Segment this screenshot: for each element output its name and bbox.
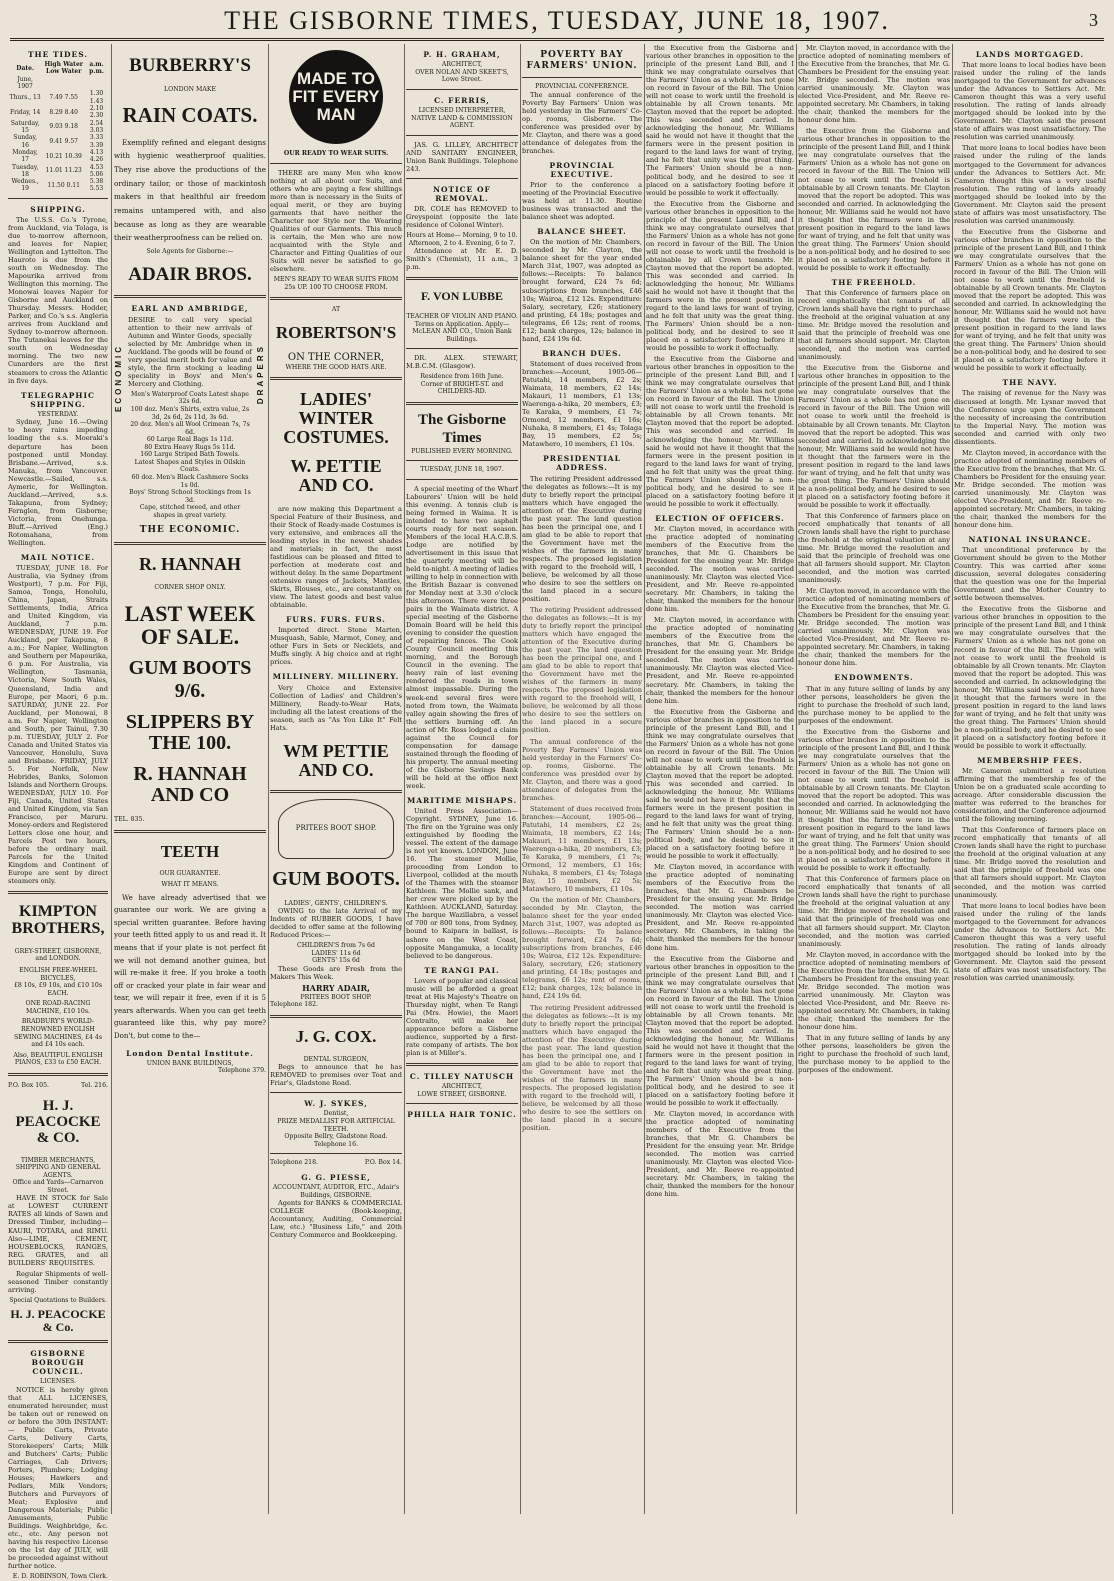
freehold-body: That this Conference of farmers place on record emphatically that tenants of all Crown lands shall have the right to purchase the freehold at the original valuation at any time. Mr. Bridge moved the resolution and said that the principle of freehold was one that all farmers should support. Mr. Clayton seconded, and the motion was carried unanimously. xyxy=(798,289,950,362)
council-body: NOTICE is hereby given that ALL LICENSES, enumerated hereunder, must be taken out or renewed on or before the 30th INSTANT:— Public Carts, Private Carts, Delivery Carts, Storekeepers' Carts; Milk and Butchers' Carts; Public Carriages, Cab Drivers; Porters, Plumbers; Lodging Houses; Hawkers and Pedlars, Milk Vendors; Butchers and Purveyors of Meat; Explosive and Dangerous Materials; Public Amusements, Public Buildings. Weighbridge, &c. etc., etc. Any person not having his respective License on the 1st day of JULY, will be proceeded against without further notice. xyxy=(8,1385,108,1571)
mail-heading: MAIL NOTICE. xyxy=(20,552,96,562)
lubbe-title: TEACHER OF VIOLIN AND PIANO. xyxy=(406,312,518,320)
hannah-price: 9/6. xyxy=(174,680,206,703)
paper-body: A special meeting of the Wharf Labourers' Union will be held this evening. A tennis club is being formed in Waima. It is intended to have two asphalt courts ready for next season. Members of the local H.A.C.B.S. Lodge are notified by advertisement in this issue that the quarterly meeting will be held to-night. A meeting of ladies willing to help in connection with the British Bazaar is convened for Monday next at 3.30 o'clock this afternoon. There were three pairs in the Waimata district. A special meeting of the Gisborne Domain Board will be held this evening to consider the question of repairing fences. The Cook County Council meeting this morning, and the Borough Council in the evening. The heavy rain of last evening rendered the roads in town almost impassable. During the week-end several fires were noted from town, the Waimata valley again showing the fires of the settlers burning off. An action of Mr. Ross lodged a claim against the Council for compensation for damage sustained through the flooding of his property. The annual meeting of the Gisborne Savings Bank will be held at the office next week. xyxy=(406,484,518,790)
insurance-body-cont: the Executive from the Gisborne and various other branches in opposition to the principle of the present Land Bill, and I think we may congratulate ourselves that the Farmers' Union as a whole has not gone on record in favour of the Bill. The Union will not cease to work until the freehold is obtainable by all Crown tenants. Mr. Clayton moved that the report be adopted. This was seconded and carried. In acknowledging the honour, Mr. Williams said he would not have it thought that the farmers were in the present position in regard to the land laws for want of trying, and he felt that unity was the great thing. The Farmers' Union should be a non-political body, and he desired to see it placed on a satisfactory footing before it would be possible to work it effectually. xyxy=(954,605,1106,750)
fees-body-cont-2: That more loans to local bodies have been raised under the ruling of the lands mortgaged to the Government for advances under the Advances to Settlers Act. Mr. Cameron thought this was a very useful resolution. The rating of lands already mortgaged should be looked into by the Government. Mr. Clayton said the present state of affairs was most unsatisfactory. The resolution was carried unanimously. xyxy=(954,901,1106,982)
gumboots-title: GUM BOOTS. xyxy=(272,867,400,890)
election-body-cont-2: Mr. Clayton moved, in accordance with the practice adopted of nominating members of the Executive from the branches, that Mr. G. Chambers be President for the ensuing year. Mr. Bridge seconded. The motion was carried unanimously. Mr. Clayton was elected Vice-President, and Mr. Reeve re-appointed secretary. Mr. Chambers, in taking the chair, thanked the members for the honour done him. xyxy=(646,863,794,952)
shipping-body: The U.S.S. Co.'s Tyrone, from Auckland, via Tolaga, is due to-morrow afternoon, and leaves for Napier, Wellington and Lyttelton. The Hauroto is due from the south on Wednesday. The Mapourika arrived from Wellington this morning. The Monowai leaves Napier for Gisborne and Auckland on Thursday. Messrs. Hodder, Parker, and Co.'s s.s. Angleria arrives from Auckland and Sydney to-morrow afternoon. The Tutanekai leaves for the south on Wednesday morning. The two new Cunarders are the first steamers to cross the Atlantic in five days. xyxy=(8,215,109,385)
earl-item: 100 doz. Men's Shirts, extra value, 2s 3d, 2s 6d, 2s 11d, 3s 6d. xyxy=(130,405,250,421)
graham-title: ARCHITECT, xyxy=(441,61,483,69)
land-body-cont-4: the Executive from the Gisborne and various other branches in opposition to the principle of the present Land Bill, and I think we may congratulate ourselves that the Farmers' Union as a whole has not gone on record in favour of the Bill. The Union will not cease to work until the freehold is obtainable by all Crown tenants. Mr. Clayton moved that the report be adopted. This was seconded and carried. In acknowledging the honour, Mr. Williams said he would not have it thought that the farmers were in the present position in regard to the land laws for want of trying, and he felt that unity was the great thing. The Farmers' Union should be a non-political body, and he desired to see it placed on a satisfactory footing before it would be possible to work it effectually. xyxy=(646,954,794,1108)
teeth-tel: Telephone 379. xyxy=(217,1067,266,1075)
earl-body: DESIRE to call very special attention to their new arrivals of Autumn and Winter Goods, specially selected by Mr. Ambridge when in Auckland. The goods will be found of very special merit both for value and style, the firm stocking a leading speciality in Boys' and Men's Mercery and Clothing. xyxy=(128,315,252,388)
robertson-corner: ON THE CORNER, xyxy=(287,351,385,363)
teeth-firm: London Dental Institute. xyxy=(126,1048,254,1058)
earl-vertical-label: DRAPERS xyxy=(256,344,266,405)
navy-heading: THE NAVY. xyxy=(1002,378,1058,388)
kimpton-line: £8 10s, £9 10s, and £10 10s EACH. xyxy=(13,982,103,997)
ladies-millinery: MILLINERY. MILLINERY. xyxy=(272,672,400,682)
piesse-name: G. G. PIESSE, xyxy=(301,1172,371,1182)
earl-item: 80 Extra Heavy Rugs 5s 11d. xyxy=(144,443,236,451)
column-8 xyxy=(954,44,1106,1514)
removal-heading: NOTICE OF REMOVAL. xyxy=(433,184,491,203)
paper-published: PUBLISHED EVERY MORNING. xyxy=(411,447,513,455)
telegraphic-sub: YESTERDAY. xyxy=(37,410,79,418)
freehold-body-cont: the Executive from the Gisborne and various other branches in opposition to the principle of the present Land Bill, and I think we may congratulate ourselves that the Farmers' Union as a whole has not gone on record in favour of the Bill. The Union will not cease to work until the freehold is obtainable by all Crown tenants. Mr. Clayton moved that the report be adopted. This was seconded and carried. In acknowledging the honour, Mr. Williams said he would not have it thought that the farmers were in the present position in regard to the land laws for want of trying, and he felt that unity was the great thing. The Farmers' Union should be a non-political body, and he desired to see it placed on a satisfactory footing before it would be possible to work it effectually. xyxy=(798,364,950,509)
shipping-heading: SHIPPING. xyxy=(30,204,86,214)
lubbe-apply: Terms on Application. Apply—McLEAN AND CO., Union Bank Buildings. xyxy=(412,320,512,343)
robertson-at: AT xyxy=(331,306,341,314)
table-row: Saturday, 15 9.03 9.18 2.54 3.03 xyxy=(10,119,104,134)
hannah-slippers: SLIPPERS BY THE 100. xyxy=(125,711,255,755)
column-rule xyxy=(268,44,269,1514)
union-exec-body: Prior to the conference a meeting of the Provincial Executive was held at 11.30. Routine business was transacted and the balance sheet was adopted. xyxy=(522,181,642,222)
ladies-furs: FURS. FURS. FURS. xyxy=(286,615,386,625)
union-pres-body: The retiring President addressed the delegates as follows:—It is my duty to briefly report the principal matters which have engaged the attention of the Executive during the past year. The land question has been the principal one, and I am glad to be able to report that the Government have met the wishes of the farmers in many respects. The proposed legislation with regard to the freehold will, I believe, be welcomed by all those who desire to see the settlers on the land placed in a secure position. xyxy=(522,474,642,603)
hannah-sub: CORNER SHOP ONLY. xyxy=(154,584,226,592)
freehold-body-cont-2: That this Conference of farmers place on record emphatically that tenants of all Crown lands shall have the right to purchase the freehold at the original valuation at any time. Mr. Bridge moved the resolution and said that the principle of freehold was one that all farmers should support. Mr. Clayton seconded, and the motion was carried unanimously. xyxy=(798,511,950,585)
ladies-firm: W. PETTIE AND CO. xyxy=(290,455,382,495)
ladies-title: LADIES' WINTER COSTUMES. xyxy=(283,389,389,448)
land-body-cont: the Executive from the Gisborne and various other branches in opposition to the principle of the present Land Bill, and I think we may congratulate ourselves that the Farmers' Union as a whole has not gone on record in favour of the Bill. The Union will not cease to work until the freehold is obtainable by all Crown tenants. Mr. Clayton moved that the report be adopted. This was seconded and carried. In acknowledging the honour, Mr. Williams said he would not have it thought that the farmers were in the present position in regard to the land laws for want of trying, and he felt that unity was the great thing. The Farmers' Union should be a non-political body, and he desired to see it placed on a satisfactory footing before it would be possible to work it effectually. xyxy=(646,199,794,353)
endowments-body-cont-3: Mr. Clayton moved, in accordance with the practice adopted of nominating members of the Executive from the branches, that Mr. G. Chambers be President for the ensuing year. Mr. Bridge seconded. The motion was carried unanimously. Mr. Clayton was elected Vice-President, and Mr. Reeve re-appointed secretary. Mr. Chambers, in taking the chair, thanked the members for the honour done him. xyxy=(798,950,950,1031)
gumboots-body: OWING to the late Arrival of my Indents of RUBBER GOODS, I have decided to offer same at the following Reduced Prices:— xyxy=(270,907,402,940)
union-branch-body: Statement of dues received from branches:—Account, 1905-06—Patutahi, 14 members, £2 2s; Waimata, 18 members, £2 14s; Makauri, 11 members, £1 13s; Waerenga-a-hika, 20 members, £3; Te Karaka, 9 members, £1 7s; Ormond, 12 members, £1 16s; Nuhaka, 8 members, £1 4s; Tolaga Bay, 15 members, £2 5s; Matawhero, 10 members, £1 10s. xyxy=(522,359,642,449)
cox-title: DENTAL SURGEON, xyxy=(303,1055,369,1063)
sykes-title: Dentist, xyxy=(323,1110,349,1118)
kimpton-name: KIMPTON BROTHERS, xyxy=(11,903,105,938)
newspaper-title: THE GISBORNE TIMES, TUESDAY, JUNE 18, 1907. xyxy=(224,6,890,35)
gumboots-note: These Goods are Fresh from the Makers This Week. xyxy=(270,964,402,981)
endowments-heading: ENDOWMENTS. xyxy=(834,673,914,683)
burberry-firm: ADAIR BROS. xyxy=(128,264,252,286)
tonic-title: PHILLA HAIR TONIC. xyxy=(407,1110,517,1120)
page-number: 3 xyxy=(1089,10,1098,30)
election-heading: ELECTION OF OFFICERS. xyxy=(655,513,785,523)
ladies-body: are now making this Department a Special Feature of their Business, and their Stock of Ready-made Costumes is very extensive, and embraces all the leading styles in the newest shades and materials; in fact, the most fastidious can be pleased and fitted to perfection at moderate cost and without delay. In the same Department extensive ranges of Jackets, Mantles, Skirts, Blouses, etc., are constantly on view. The latest goods and best value obtainable. xyxy=(270,504,402,610)
gumboots-price: LADIES' 11s 6d xyxy=(311,949,361,957)
hannah-name-2: R. HANNAH AND CO xyxy=(133,763,247,807)
ladies-furs-body: Imported direct. Stone Marten, Musquash, Sable, Marmot, Coney, and other Furs in Sets or Necklets, and Muffs singly. A big choice and at right prices. xyxy=(270,626,402,667)
union-pres-body-cont: The retiring President addressed the delegates as follows:—It is my duty to briefly report the principal matters which have engaged the attention of the Executive during the past year. The land question has been the principal one, and I am glad to be able to report that the Government have met the wishes of the farmers in many respects. The proposed legislation with regard to the freehold will, I believe, be welcomed by all those who desire to see the settlers on the land placed in a secure position. xyxy=(522,606,642,735)
maritime-body: United Press Association—Copyright. SYDNEY, June 16. The fire on the Ygraine was only extinguished by flooding the vessel. The extent of the damage is not yet known. LONDON, June 16. The steamer Mollie, proceeding from London to Liverpool, collided at the mouth of the Thames with the steamer Kathleen. The Mollie sank, and her crew were picked up by the Kathleen. AUCKLAND, Saturday. The barque Wazillabra, a vessel of 700 or 800 tons, from Sydney, bound to Kaipara in ballast, is ashore on the West Coast, opposite Mangamuka, a locality believed to be dangerous. xyxy=(406,807,518,960)
election-body-cont-3: Mr. Clayton moved, in accordance with the practice adopted of nominating members of the Executive from the branches, that Mr. G. Chambers be President for the ensuing year. Mr. Bridge seconded. The motion was carried unanimously. Mr. Clayton was elected Vice-President, and Mr. Reeve re-appointed secretary. Mr. Chambers, in taking the chair, thanked the members for the honour done him. xyxy=(646,1110,794,1199)
council-heading: GISBORNE BOROUGH COUNCIL. xyxy=(30,1348,86,1376)
column-6 xyxy=(646,44,794,1514)
peacocke-line: Regular Shipments of well-seasoned Timber constantly arriving. xyxy=(8,1269,108,1294)
natusch-title: ARCHITECT, xyxy=(441,1083,483,1091)
column-rule xyxy=(111,44,112,1514)
rangi-heading: TE RANGI PAI. xyxy=(424,965,500,975)
hannah-tel: TEL. 835. xyxy=(114,816,145,824)
kimpton-line: BRADBURY'S WORLD-RENOWNED ENGLISH SEWING MACHINES, £4 4s and £4 10s each. xyxy=(13,1018,103,1049)
column-rule xyxy=(952,44,953,1514)
teeth-what: WHAT IT MEANS. xyxy=(161,880,219,888)
endowments-body-cont-2: That this Conference of farmers place on record emphatically that tenants of all Crown lands shall have the right to purchase the freehold at the original valuation at any time. Mr. Bridge moved the resolution and said that the principle of freehold was one that all farmers should support. Mr. Clayton seconded, and the motion was carried unanimously. xyxy=(798,875,950,948)
earl-item: 60 Large Real Bags 1s 11d. xyxy=(146,436,234,444)
ladies-firm-2: WM PETTIE AND CO. xyxy=(283,740,389,780)
made-footer: MEN'S READY TO WEAR SUITS FROM 25s UP. 100 TO CHOOSE FROM. xyxy=(273,275,399,291)
mortgage-body-cont-2: the Executive from the Gisborne and various other branches in opposition to the principle of the present Land Bill, and I think we may congratulate ourselves that the Farmers' Union as a whole has not gone on record in favour of the Bill. The Union will not cease to work until the freehold is obtainable by all Crown tenants. Mr. Clayton moved that the report be adopted. This was seconded and carried. In acknowledging the honour, Mr. Williams said he would not have it thought that the farmers were in the present position in regard to the land laws for want of trying, and he felt that unity was the great thing. The Farmers' Union should be a non-political body, and he desired to see it placed on a satisfactory footing before it would be possible to work it effectually. xyxy=(954,227,1106,373)
kimpton-line: ENGLISH FREE-WHEEL BICYCLES, xyxy=(19,967,97,982)
paper-name: The Gisborne Times xyxy=(418,411,506,447)
telegraphic-body: Sydney, June 16.—Owing to heavy rains impeding loading the s.s. Moeraki's departure has been postponed until Monday. Brisbane.—Arrived, s.s. Manuka, from Vancouver. Newcastle.—Sailed, s.s. Aymeric, for Wellington. Auckland.—Arrived, s.s. Takapuna, from Sydney; Fernglen, from Gisborne; Victoria, from Onehunga. Bluff.—Arrived (Eng.) Rotomahana, from Wellington. xyxy=(8,418,108,547)
stewart-name: DR. ALEX. STEWART, M.B.C.M. (Glasgow). xyxy=(406,354,518,371)
peacocke-footer: H. J. PEACOCKE & Co. xyxy=(10,1307,106,1334)
column-rule xyxy=(644,44,645,1514)
election-body: Mr. Clayton moved, in accordance with the practice adopted of nominating members of the Executive from the branches, that Mr. G. Chambers be President for the ensuing year. Mr. Bridge seconded. The motion was carried unanimously. Mr. Clayton was elected Vice-President, and Mr. Reeve re-appointed secretary. Mr. Chambers, in taking the chair, thanked the members for the honour done him. xyxy=(646,524,794,614)
piesse-title: ACCOUNTANT, AUDITOR, ETC., Adair's Buildings, GISBORNE. xyxy=(272,1183,400,1199)
tides-col: High Water Low Water xyxy=(44,61,83,76)
union-branch-heading: BRANCH DUES. xyxy=(542,348,622,358)
stewart-addr: Corner of BRIGHT-ST. and CHILDERS-RD. xyxy=(420,380,504,396)
made-body: THERE are many Men who know nothing at all about our Suits, and others who are paying a few shillings more than is necessary in the Suits of equal merit, or they are buying garments that have neither the Character nor Style nor the Wearing Qualities of our Garments. This much is certain, the Men who are now acquainted with the Style and Character and Fitting Qualities of our Suits will never be satisfied to go elsewhere. xyxy=(270,168,402,273)
earl-item: 20 doz. Men's all Wool Crimean 7s, 7s 6d. xyxy=(130,421,250,436)
union-intro: The annual conference of the Poverty Bay Farmers' Union was held yesterday in the Farmers' Co-op. rooms, Gisborne. The conference was presided over by Mr. Clayton, and there was a good attendance of delegates from the branches. xyxy=(522,90,642,155)
union-balance-cont: On the motion of Mr. Chambers, seconded by Mr. Clayton, the balance sheet for the year ended March 31st, 1907, was adopted as follows:—Receipts: To balance brought forward, £24 7s 6d; subscriptions from branches, £46 10s; Wairoa, £12 12s. Expenditure: Salary, secretary, £26; stationery and printing, £4 18s; postages and telegrams, £6 12s; rent of rooms, £12; bank charges, 12s; balance in hand, £24 19s 6d. xyxy=(522,896,642,1001)
table-row: Sunday, 16 9.41 9.57 3.33 3.39 xyxy=(13,134,104,149)
column-rule xyxy=(404,44,405,1514)
insurance-body: That unconditional preference by the Government should be given to the Mother Country. This was carried after some discussion, several delegates considering that the question was one for the Imperial Government and the Mother Country to settle between themselves. xyxy=(954,546,1106,603)
tides-col: a.m. p.m. xyxy=(89,61,104,76)
union-balance-body: On the motion of Mr. Chambers, seconded by Mr. Clayton, the balance sheet for the year ended March 31st, 1907, was adopted as follows:—Receipts: To balance brought forward, £24 7s 6d; subscriptions from branches, £46 10s; Wairoa, £12 12s. Expenditure: Salary, secretary, £26; stationery and printing, £4 18s; postages and telegrams, £6 12s; rent of rooms, £12; bank charges, 12s; balance in hand, £24 19s 6d. xyxy=(522,238,642,343)
teeth-addr: UNION BANK BUILDINGS, xyxy=(146,1059,234,1067)
boot-caption: PRITEES BOOT SHOP. xyxy=(295,824,377,833)
election-body-cont: Mr. Clayton moved, in accordance with the practice adopted of nominating members of the Executive from the branches, that Mr. G. Chambers be President for the ensuing year. Mr. Bridge seconded. The motion was carried unanimously. Mr. Clayton was elected Vice-President, and Mr. Reeve re-appointed secretary. Mr. Chambers, in taking the chair, thanked the members for the honour done him. xyxy=(646,616,794,705)
endowments-body: That in any future selling of lands by any other persons, leaseholders be given the right to purchase the freehold of such land, the purchase money to be applied to the purposes of the endowment. xyxy=(798,684,950,725)
removal-hours: Hours at Home— Morning, 9 to 10. Afternoon, 2 to 4. Evening, 6 to 7. xyxy=(406,232,518,247)
tides-heading: THE TIDES. xyxy=(27,50,89,59)
peacocke-trade: TIMBER MERCHANTS, SHIPPING AND GENERAL AGENTS. xyxy=(15,1156,101,1179)
gum-boots-illustration xyxy=(278,799,394,859)
peacocke-box: P.O. Box 105. xyxy=(8,1081,50,1089)
peacocke-office: Office and Yards—Carnarvon Street. xyxy=(12,1179,104,1194)
cox-name: J. G. COX. xyxy=(295,1026,377,1046)
freehold-body-cont-3: Mr. Clayton moved, in accordance with the practice adopted of nominating members of the Executive from the branches, that Mr. G. Chambers be President for the ensuing year. Mr. Bridge seconded. The motion was carried unanimously. Mr. Clayton was elected Vice-President, and Mr. Reeve re-appointed secretary. Mr. Chambers, in taking the chair, thanked the members for the honour done him. xyxy=(798,587,950,668)
peacocke-name: H. J. PEACOCKE & CO. xyxy=(15,1098,101,1146)
sykes-prize: PRIZE MEDALLIST FOR ARTIFICIAL TEETH. xyxy=(277,1118,395,1133)
council-sub: LICENSES. xyxy=(40,1377,76,1385)
gumboots-tel: Telephone 182. xyxy=(270,1001,319,1009)
ladies-millinery-body: Very Choice and Extensive Collection of Ladies' and Children's Millinery, Ready-to-Wear Hats, including all the latest creations of the season, such as "As You Like It" Felt Hats. xyxy=(270,683,402,732)
burberry-agents: Sole Agents for Gisborne:— xyxy=(146,247,234,255)
sykes-addr: Opposite Bellry, Gladstone Road. Telephone 16. xyxy=(284,1133,388,1148)
endowments-body-cont-4: That in any future selling of lands by any other persons, leaseholders be given the right to purchase the freehold of such land, the purchase money to be applied to the purposes of the endowment. xyxy=(798,1033,950,1075)
telegraphic-heading: TELEGRAPHIC SHIPPING. xyxy=(21,390,95,409)
union-balance-heading: BALANCE SHEET. xyxy=(537,227,627,237)
paper-date: TUESDAY, JUNE 18, 1907. xyxy=(420,466,504,474)
column-7 xyxy=(798,44,950,1514)
cox-body: Begs to announce that he has REMOVED to premises over Toat and Friar's, Gladstone Road. xyxy=(270,1063,402,1088)
peacocke-line: HAVE IN STOCK for Sale at LOWEST CURRENT RATES all kinds of Sawn and Dressed Timber, including—KAURI, TOTARA, and RIMU. Also—LIME, CEMENT, HOUSEBLOCKS, RANGES, REG. GRATES, and all BUILDERS' REQUISITES. xyxy=(8,1194,108,1267)
fees-heading: MEMBERSHIP FEES. xyxy=(977,755,1083,765)
navy-body-cont: Mr. Clayton moved, in accordance with the practice adopted of nominating members of the Executive from the branches, that Mr. G. Chambers be President for the ensuing year. Mr. Bridge seconded. The motion was carried unanimously. Mr. Clayton was elected Vice-President, and Mr. Reeve re-appointed secretary. Mr. Chambers, in taking the chair, thanked the members for the honour done him. xyxy=(954,448,1106,529)
table-row: Tuesday, 18 11.01 11.23 4.53 5.06 xyxy=(11,163,104,178)
column-5 xyxy=(522,44,642,1514)
council-signed: E. D. ROBINSON, Town Clerk. xyxy=(12,1573,108,1581)
kimpton-line: Also, BEAUTIFUL ENGLISH PIANOS, £33 to £50 EACH. xyxy=(13,1051,103,1067)
earl-item: Latest Shapes and Styles in Oilskin Coats. xyxy=(134,458,246,474)
sykes-name: W. J. SYKES, xyxy=(304,1099,368,1109)
tides-table xyxy=(8,61,108,193)
column-2 xyxy=(114,44,266,1514)
freehold-lead-2: the Executive from the Gisborne and various other branches in opposition to the principle of the present Land Bill, and I think we may congratulate ourselves that the Farmers' Union as a whole has not gone on record in favour of the Bill. The Union will not cease to work until the freehold is obtainable by all Crown tenants. Mr. Clayton moved that the report be adopted. This was seconded and carried. In acknowledging the honour, Mr. Williams said he would not have it thought that the farmers were in the present position in regard to the land laws for want of trying, and he felt that unity was the great thing. The Farmers' Union should be a non-political body, and he desired to see it placed on a satisfactory footing before it would be possible to work it effectually. xyxy=(798,127,950,272)
mortgage-heading: LANDS MORTGAGED. xyxy=(975,50,1085,59)
union-conf: PROVINCIAL CONFERENCE. xyxy=(535,82,629,90)
kimpton-line: ONE ROAD-RACING MACHINE, £10 10s. xyxy=(25,1000,91,1015)
burberry-coats: RAIN COATS. xyxy=(122,102,258,127)
stewart-res: Residence from 16th June. xyxy=(420,373,504,381)
lilley: JAS. G. LILLEY, ARCHITECT AND SANITARY ENGINEER, Union Bank Buildings. Telephone 243. xyxy=(406,140,518,173)
land-body: the Executive from the Gisborne and various other branches in opposition to the principle of the present Land Bill, and I think we may congratulate ourselves that the Farmers' Union as a whole has not gone on record in favour of the Bill. The Union will not cease to work until the freehold is obtainable by all Crown tenants. Mr. Clayton moved that the report be adopted. This was seconded and carried. In acknowledging the honour, Mr. Williams said he would not have it thought that the farmers were in the present position in regard to the land laws for want of trying, and he felt that unity was the great thing. The Farmers' Union should be a non-political body, and he desired to see it placed on a satisfactory footing before it would be possible to work it effectually. xyxy=(646,44,794,197)
burberry-body: Exemplify refined and elegant designs with hygienic weatherproof qualities. They rise above the productions of the ordinary tailor, or those of mackintosh makers in that healthful air freedom remains untampered with, and also because as long as they are wearable their weatherproofness can be relied on. xyxy=(114,137,266,243)
gumboots-price: CHILDREN'S from 7s 6d xyxy=(297,942,375,950)
teeth-title: TEETH xyxy=(160,841,220,861)
hannah-name: R. HANNAH xyxy=(139,554,241,575)
gumboots-owner: HARRY ADAIR, xyxy=(302,982,370,993)
union-intro-cont: The annual conference of the Poverty Bay Farmers' Union was held yesterday in the Farmers' Co-op. rooms, Gisborne. The conference was presided over by Mr. Clayton, and there was a good attendance of delegates from the branches. xyxy=(522,737,642,802)
piesse-agent: Agents for BANKS & COMMERCIAL COLLEGE (Book-keeping, Accountancy, Auditing, Commercial Law, etc.) "Business Life," and 20th Century Commerce and Bookkeeping. xyxy=(270,1199,402,1240)
gumboots-types: LADIES', GENTS', CHILDREN'S. xyxy=(284,899,388,907)
earl-item: Men's Waterproof Coats Latest shape 32s 6d. xyxy=(131,390,249,406)
earl-footer: THE ECONOMIC. xyxy=(139,525,241,536)
ferris-name: C. FERRIS, xyxy=(434,95,490,105)
teeth-guarantee: OUR GUARANTEE. xyxy=(159,870,221,878)
graham-address: OVER NOLAN AND SKEET'S, Lowe Street. xyxy=(415,68,509,84)
removal-body: DR. COLE has REMOVED to Greyspoint (opposite the late residence of Colonel Winter). xyxy=(406,205,518,230)
tides-col: Date. xyxy=(16,64,35,72)
robertson-name: ROBERTSON'S xyxy=(275,322,397,342)
union-exec-heading: PROVINCIAL EXECUTIVE. xyxy=(549,160,615,179)
fees-body-cont: That this Conference of farmers place on record emphatically that tenants of all Crown lands shall have the right to purchase the freehold at the original valuation at any time. Mr. Bridge moved the resolution and said that the principle of freehold was one that all farmers should support. Mr. Clayton seconded, and the motion was carried unanimously. xyxy=(954,826,1106,899)
column-rule xyxy=(520,44,521,1514)
earl-item: 160 Large Striped Bath Towels. xyxy=(140,451,240,459)
table-row: Friday, 14 8.29 8.40 2.10 2.30 xyxy=(9,105,104,120)
ferris-title: LICENSED INTERPRETER, NATIVE LAND & COMMISSION AGENT. xyxy=(411,106,513,130)
robertson-hats: WHERE THE GOOD HATS ARE. xyxy=(285,363,387,371)
table-row: Monday, 17 10.21 10.39 4.13 4.26 xyxy=(12,148,104,164)
natusch-name: C. TILLEY NATUSCH xyxy=(409,1072,515,1082)
union-title: POVERTY BAY FARMERS' UNION. xyxy=(526,50,638,71)
hannah-boots: GUM BOOTS xyxy=(128,657,252,680)
union-pres-heading: PRESIDENTIAL ADDRESS. xyxy=(543,454,621,473)
mortgage-body-cont: That more loans to local bodies have been raised under the ruling of the lands mortgaged to the Government for advances under the Advances to Settlers Act. Mr. Cameron thought this was a very useful resolution. The rating of lands already mortgaged should be looked into by the Government. Mr. Clayton said the present state of affairs was most unsatisfactory. The resolution was carried unanimously. xyxy=(954,144,1106,225)
gumboots-shop: PRITEES BOOT SHOP. xyxy=(300,993,372,1001)
column-1 xyxy=(8,44,109,1581)
rangi-body: Lovers of popular and classical music will be afforded a great treat at His Majesty's Theatre on Thursday night, when Te Rangi Pai (Mrs. Howie), the Maori Contralto, will make her appearance before a Gisborne audience, supported by a first-rate company of artists. The box plan is at Miller's. xyxy=(406,976,518,1058)
union-branch-cont: Statement of dues received from branches:—Account, 1905-06—Patutahi, 14 members, £2 2s; Waimata, 18 members, £2 14s; Makauri, 11 members, £1 13s; Waerenga-a-hika, 20 members, £3; Te Karaka, 9 members, £1 7s; Ormond, 12 members, £1 16s; Nuhaka, 8 members, £1 4s; Tolaga Bay, 15 members, £2 5s; Matawhero, 10 members, £1 10s. xyxy=(522,804,642,894)
maritime-heading: MARITIME MISHAPS. xyxy=(406,795,518,805)
piesse-tel: Telephone 218. xyxy=(270,1159,319,1167)
masthead xyxy=(10,4,1104,41)
text-filler xyxy=(522,606,642,1132)
mortgage-body: That more loans to local bodies have been raised under the ruling of the lands mortgaged to the Government for advances under the Advances to Settlers Act. Mr. Cameron thought this was a very useful resolution. The rating of lands already mortgaged should be looked into by the Government. Mr. Clayton said the present state of affairs was most unsatisfactory. The resolution was carried unanimously. xyxy=(954,61,1106,142)
freehold-lead: Mr. Clayton moved, in accordance with the practice adopted of nominating members of the Executive from the branches, that Mr. G. Chambers be President for the ensuing year. Mr. Bridge seconded. The motion was carried unanimously. Mr. Clayton was elected Vice-President, and Mr. Reeve re-appointed secretary. Mr. Chambers, in taking the chair, thanked the members for the honour done him. xyxy=(798,44,950,125)
teeth-body: We have already advertised that we guarantee our work. We are giving a special written guarantee. Before having your teeth fitted apply to us and read it. It means that if your plate is not perfect fit we will not demand another guinea, but will re-make it free. If you broke a tooth off or cracked your plate in fair wear and tear, we will repair it free, even if it is 5 years afterwards. When you can get teeth guaranteed like this, why pay more? Don't, but come to the— xyxy=(114,893,266,1041)
land-body-cont-2: the Executive from the Gisborne and various other branches in opposition to the principle of the present Land Bill, and I think we may congratulate ourselves that the Farmers' Union as a whole has not gone on record in favour of the Bill. The Union will not cease to work until the freehold is obtainable by all Crown tenants. Mr. Clayton moved that the report be adopted. This was seconded and carried. In acknowledging the honour, Mr. Williams said he would not have it thought that the farmers were in the present position in regard to the land laws for want of trying, and he felt that unity was the great thing. The Farmers' Union should be a non-political body, and he desired to see it placed on a satisfactory footing before it would be possible to work it effectually. xyxy=(646,355,794,508)
made-to-fit-badge: MADE TO FIT EVERY MAN xyxy=(289,50,383,144)
column-4 xyxy=(406,44,518,1514)
gumboots-price: GENTS' 15s 6d xyxy=(312,957,360,965)
peacocke-tel: Tel. 216. xyxy=(81,1081,108,1089)
table-row: Wednes., 19 11.50 0.11 5.38 5.53 xyxy=(11,178,104,193)
land-body-cont-3: the Executive from the Gisborne and various other branches in opposition to the principle of the present Land Bill, and I think we may congratulate ourselves that the Farmers' Union as a whole has not gone on record in favour of the Bill. The Union will not cease to work until the freehold is obtainable by all Crown tenants. Mr. Clayton moved that the report be adopted. This was seconded and carried. In acknowledging the honour, Mr. Williams said he would not have it thought that the farmers were in the present position in regard to the land laws for want of trying, and he felt that unity was the great thing. The Farmers' Union should be a non-political body, and he desired to see it placed on a satisfactory footing before it would be possible to work it effectually. xyxy=(646,707,794,861)
fees-body: Mr. Cameron submitted a resolution affirming that the membership fee of the Union be on a graduated scale according to acreage. After considerable discussion the matter was referred to the branches for consideration, and the Conference adjourned until the following morning. xyxy=(954,767,1106,824)
earl-item: 60 doz. Men's Black Cashmere Socks 1s 0d. xyxy=(131,474,249,489)
burberry-title: BURBERRY'S xyxy=(129,55,251,76)
navy-body: The raising of revenue for the Navy was discussed at length. Mr. Lysnar moved that the Conference urge upon the Government the necessity of increasing the contribution to the Imperial Navy. The motion was seconded and carried with only two dissentients. xyxy=(954,389,1106,446)
earl-item: Cape, stitched tweed, and other shapes in great variety. xyxy=(139,504,241,519)
made-ready: OUR READY TO WEAR SUITS. xyxy=(283,150,389,157)
peacocke-line: Special Quotations to Builders. xyxy=(9,1296,107,1304)
hannah-week: LAST WEEK OF SALE. xyxy=(124,600,256,649)
removal-attend: Attendance at Mr. E. D. Smith's (Chemist), 11 a.m., 3 p.m. xyxy=(406,247,518,272)
kimpton-address: GREY-STREET, GISBORNE, and LONDON. xyxy=(14,947,102,963)
mail-body: TUESDAY, JUNE 18. For Australia, via Sydney (from Westport), 7 p.m. For Fiji, Samoa, Tonga, Honolulu, China, Japan, Straits Settlements, India, Africa and United Kingdom, via Auckland, 7 p.m. WEDNESDAY, JUNE 19. For Auckland, per Takapuna, 8 a.m.; For Napier, Wellington and Southern per Mapourika, 6 p.m. For Australia, via Wellington, Tasmania, Victoria, New South Wales, Queensland, India and Europe, per Maori, 6 p.m. SATURDAY, JUNE 22. For Auckland, per Monowai, 8 a.m. For Napier, Wellington and South, per Tainui, 7.30 p.m. TUESDAY, JULY 2. For Canada and United States via Vancouver, Honolulu, Suva and Brisbane. FRIDAY, JULY 5. For Norfolk, New Hebrides, Banks, Solomon Islands and Northern Groups. WEDNESDAY, JULY 10. For Fiji, Canada, United States and United Kingdom, via San Francisco, per Maruru. Money-orders and Registered Letters close one hour, and Parcels Post two hours, before the ordinary mail. Parcels for the United Kingdom and Continent of Europe are sent by direct steamers only. xyxy=(8,564,108,886)
earl-vertical-label: ECONOMIC xyxy=(114,344,123,413)
freehold-heading: THE FREEHOLD. xyxy=(831,277,917,287)
lubbe-name: F. VON LUBBE xyxy=(420,289,504,304)
burberry-sub: LONDON MAKE xyxy=(164,85,216,93)
piesse-box: P.O. Box 14. xyxy=(364,1159,402,1167)
table-row: June, 1907 xyxy=(17,75,33,91)
column-3 xyxy=(270,44,402,1514)
column-rule xyxy=(796,44,797,1514)
natusch-addr: LOWE STREET, GISBORNE. xyxy=(417,1090,507,1098)
graham-name: P. H. GRAHAM, xyxy=(423,50,501,59)
earl-item: Boys' Strong School Stockings from 1s 3d. xyxy=(129,489,251,504)
endowments-body-cont: the Executive from the Gisborne and various other branches in opposition to the principle of the present Land Bill, and I think we may congratulate ourselves that the Farmers' Union as a whole has not gone on record in favour of the Bill. The Union will not cease to work until the freehold is obtainable by all Crown tenants. Mr. Clayton moved that the report be adopted. This was seconded and carried. In acknowledging the honour, Mr. Williams said he would not have it thought that the farmers were in the present position in regard to the land laws for want of trying, and he felt that unity was the great thing. The Farmers' Union should be a non-political body, and he desired to see it placed on a satisfactory footing before it would be possible to work it effectually. xyxy=(798,727,950,873)
union-pres-cont-2: The retiring President addressed the delegates as follows:—It is my duty to briefly report the principal matters which have engaged the attention of the Executive during the past year. The land question has been the principal one, and I am glad to be able to report that the Government have met the wishes of the farmers in many respects. The proposed legislation with regard to the freehold will, I believe, be welcomed by all those who desire to see the settlers on the land placed in a secure position. xyxy=(522,1003,642,1132)
insurance-heading: NATIONAL INSURANCE. xyxy=(968,535,1092,544)
earl-title: EARL AND AMBRIDGE, xyxy=(131,304,249,314)
table-row: Thurs., 13 7.49 7.55 1.30 1.43 xyxy=(9,90,104,105)
